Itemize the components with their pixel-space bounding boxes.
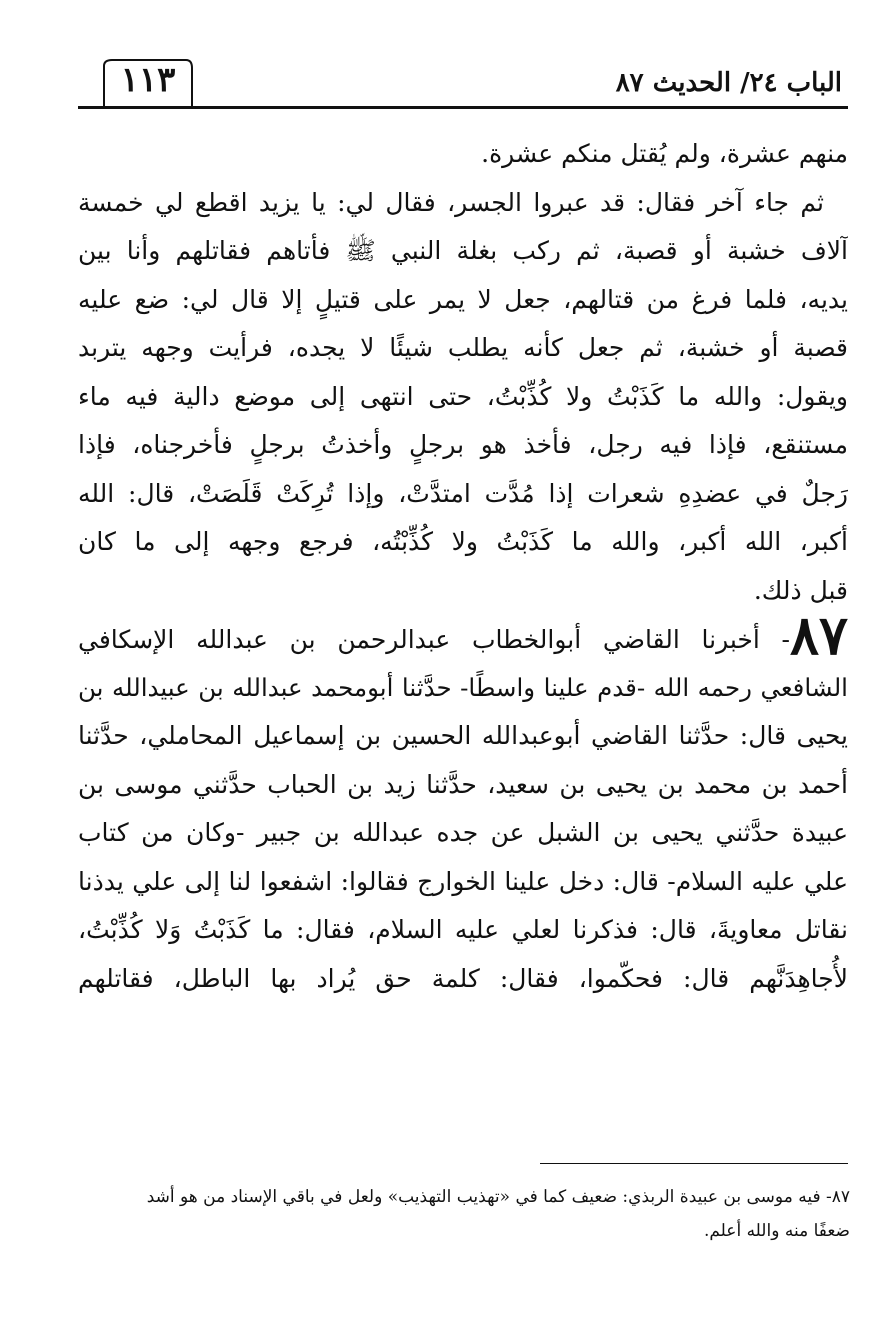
- footnote: [60, 1180, 850, 1248]
- running-title: الباب ٢٤/ الحديث ٨٧: [615, 68, 842, 98]
- text-line: يديه، فلما فرغ من قتالهم، جعل لا يمر على قتيلٍ إلا قال لي: ضع عليه: [78, 284, 848, 314]
- header-rule: [78, 106, 848, 109]
- text-line: علي عليه السلام- قال: دخل علينا الخوارج فقالوا: اشفعوا لنا إلى علي يدذنا: [78, 866, 848, 896]
- text-line: نقاتل معاويةَ، قال: فذكرنا لعلي عليه السلام، فقال: ما كَذَبْتُ وَلا كُذِّبْتُ،: [78, 915, 848, 944]
- text-line: رَجلٌ في عضدِهِ شعرات إذا مُدَّت امتدَّتْ، وإذا تُرِكَتْ قَلَصَتْ، قال: الله: [78, 478, 848, 508]
- text-line: منهم عشرة، ولم يُقتل منكم عشرة.: [481, 139, 848, 168]
- hadith-number: ٨٧: [789, 615, 848, 664]
- text-line: عبيدة حدَّثني يحيى بن الشبل عن جده عبدالله بن جبير -وكان من كتاب: [78, 818, 848, 847]
- hadith-first-line: [78, 615, 848, 664]
- text-line: لأُجاهِدَنَّهم قال: فحكّموا، فقال: كلمة حق يُراد بها الباطل، فقاتلهم: [78, 963, 848, 993]
- footnote-separator: [540, 1163, 848, 1164]
- text-line: الشافعي رحمه الله -قدم علينا واسطًا- حدَّثنا أبومحمد عبدالله بن عبيدالله بن: [78, 672, 848, 702]
- footnote-line: ضعفًا منه والله أعلم.: [703, 1221, 850, 1241]
- text-line: أحمد بن محمد بن يحيى بن سعيد، حدَّثنا زيد بن الحباب حدَّثني موسى بن: [78, 769, 848, 799]
- text-line: ثم جاء آخر فقال: قد عبروا الجسر، فقال لي: يا يزيد اقطع لي خمسة: [78, 187, 824, 217]
- text-line: أكبر، الله أكبر، والله ما كَذَبْتُ ولا كُذِّبْتُه، فرجع وجهه إلى ما كان: [78, 527, 848, 556]
- page-header: [78, 48, 848, 112]
- page-number: ١١٣: [120, 60, 176, 100]
- text-line: يحيى قال: حدَّثنا القاضي أبوعبدالله الحسين بن إسماعيل المحاملي، حدَّثنا: [78, 721, 848, 750]
- text-line: - أخبرنا القاضي أبوالخطاب عبدالرحمن بن عبدالله الإسكافي: [78, 625, 790, 654]
- text-line: قصبة أو خشبة، ثم جعل كأنه يطلب شيئًا لا يجده، فرأيت وجهه يتربد: [78, 333, 848, 362]
- footnote-line: ٨٧- فيه موسى بن عبيدة الربذي: ضعيف كما في «تهذيب التهذيب» ولعل في باقي الإسناد من هو أشد: [146, 1187, 850, 1207]
- text-line: آلاف خشبة أو قصبة، ثم ركب بغلة النبي ﷺ فأتاهم فقاتلهم وأنا بين: [78, 236, 848, 265]
- text-line: قبل ذلك.: [753, 575, 848, 605]
- page-number-frame: [100, 58, 196, 102]
- main-text: [78, 130, 848, 1003]
- text-line: مستنقع، فإذا فيه رجل، فأخذ هو برجلٍ وأخذتُ برجلٍ فأخرجناه، فإذا: [78, 430, 848, 459]
- text-line: ويقول: والله ما كَذَبْتُ ولا كُذِّبْتُ، حتى انتهى إلى موضع دالية فيه ماء: [78, 381, 848, 411]
